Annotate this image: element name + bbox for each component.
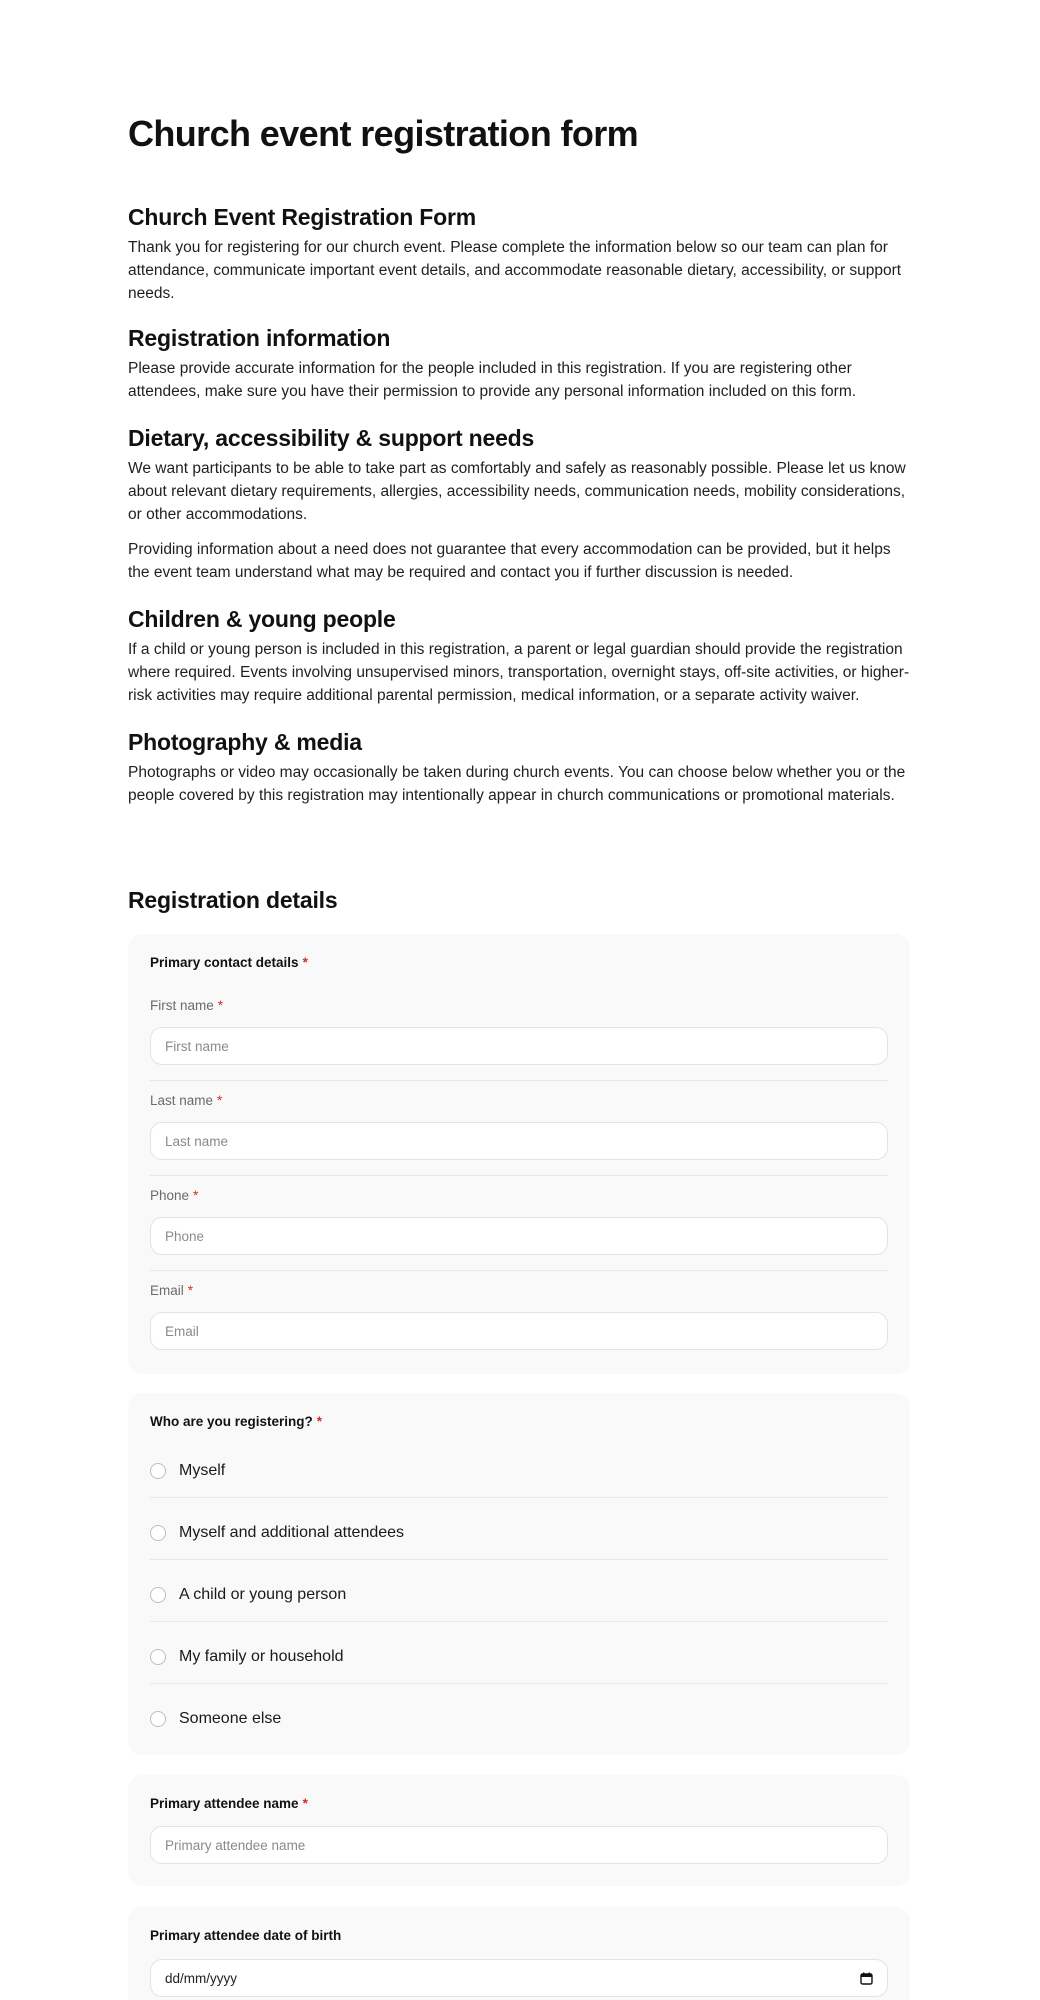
section-heading: Dietary, accessibility & support needs xyxy=(128,425,535,451)
section-paragraph: If a child or young person is included in this registration, a parent or legal guardian should provide the registration where required. Events involving unsupervised minors, transportation, overnight stays, off-site activities, or higher-risk activities may require additional parental permission, medical information, or a separate activity waiver. xyxy=(128,641,910,704)
date-value: dd/mm/yyyy xyxy=(165,1970,238,1986)
phone-label xyxy=(150,1188,198,1203)
email-label xyxy=(150,1283,193,1298)
section-heading: Church Event Registration Form xyxy=(128,204,476,230)
first-name-label-text: First name xyxy=(150,998,214,1013)
attendee-name-label-text: Primary attendee name xyxy=(150,1796,299,1811)
phone-label-text: Phone xyxy=(150,1188,190,1203)
required-marker: * xyxy=(187,1283,194,1298)
section-heading: Children & young people xyxy=(128,606,396,632)
radio-option-label: My family or household xyxy=(179,1648,344,1665)
option-divider xyxy=(150,1497,888,1498)
option-divider xyxy=(150,1683,888,1684)
attendee-dob-input[interactable] xyxy=(150,1959,888,1997)
radio-option-label: Myself and additional attendees xyxy=(179,1524,405,1541)
field-divider xyxy=(150,1270,888,1271)
attendee-dob-card xyxy=(128,1907,910,2000)
section-paragraph: We want participants to be able to take part as comfortably and safely as reasonably possible. Please let us know about relevant dietary requirements, allergies, accessibility needs, communication needs, mobility considerations, or other accommodations. xyxy=(128,460,906,523)
intro-section-overview xyxy=(128,202,910,305)
required-marker: * xyxy=(193,1188,199,1203)
intro-section-dietary xyxy=(128,423,910,584)
field-divider xyxy=(150,1175,888,1176)
option-divider xyxy=(150,1621,888,1622)
first-name-label xyxy=(150,998,223,1013)
who-registering-card xyxy=(128,1393,910,1755)
primary-contact-label xyxy=(150,955,308,970)
required-marker: * xyxy=(316,1414,323,1429)
radio-button[interactable] xyxy=(150,1587,166,1603)
intro-sections xyxy=(128,202,910,827)
radio-option-someone-else[interactable] xyxy=(150,1688,888,1750)
section-heading: Photography & media xyxy=(128,729,362,755)
primary-contact-label-text: Primary contact details xyxy=(150,955,299,970)
calendar-icon[interactable] xyxy=(860,1972,873,1985)
intro-section-children xyxy=(128,604,910,707)
attendee-name-label xyxy=(150,1796,308,1811)
required-marker: * xyxy=(217,998,224,1013)
last-name-input[interactable] xyxy=(150,1122,888,1160)
phone-input[interactable] xyxy=(150,1217,888,1255)
first-name-input[interactable] xyxy=(150,1027,888,1065)
email-label-text: Email xyxy=(150,1283,184,1298)
section-heading: Registration information xyxy=(128,325,391,351)
radio-option-family[interactable] xyxy=(150,1626,888,1688)
radio-button[interactable] xyxy=(150,1525,166,1541)
radio-option-label: Someone else xyxy=(179,1710,282,1727)
radio-option-myself[interactable] xyxy=(150,1440,888,1502)
attendee-name-card xyxy=(128,1775,910,1886)
option-divider xyxy=(150,1559,888,1560)
radio-button[interactable] xyxy=(150,1463,166,1479)
section-paragraph: Providing information about a need does not guarantee that every accommodation can be provided, but it helps the event team understand what may be required and contact you if further discussion is needed. xyxy=(128,541,891,581)
required-marker: * xyxy=(217,1093,223,1108)
radio-option-label: Myself xyxy=(179,1462,226,1479)
primary-contact-card xyxy=(128,934,910,1374)
who-registering-label xyxy=(150,1414,322,1429)
radio-option-label: A child or young person xyxy=(179,1586,347,1603)
field-divider xyxy=(150,1080,888,1081)
radio-option-myself-and-others[interactable] xyxy=(150,1502,888,1564)
last-name-label xyxy=(150,1093,222,1108)
section-paragraph: Please provide accurate information for the people included in this registration. If you are registering other attendees, make sure you have their permission to provide any personal information included on this form. xyxy=(128,360,857,400)
required-marker: * xyxy=(302,1796,308,1811)
registration-details-title: Registration details xyxy=(128,887,338,913)
intro-section-photography xyxy=(128,727,910,807)
section-paragraph: Photographs or video may occasionally be taken during church events. You can choose below whether you or the people covered by this registration may intentionally appear in church communications or promotional materials. xyxy=(128,764,906,804)
intro-section-registration-info xyxy=(128,323,910,403)
email-input[interactable] xyxy=(150,1312,888,1350)
radio-button[interactable] xyxy=(150,1649,166,1665)
attendee-name-input[interactable] xyxy=(150,1826,888,1864)
radio-option-child[interactable] xyxy=(150,1564,888,1626)
radio-button[interactable] xyxy=(150,1711,166,1727)
who-registering-label-text: Who are you registering? xyxy=(150,1414,313,1429)
page-title: Church event registration form xyxy=(128,113,639,154)
last-name-label-text: Last name xyxy=(150,1093,214,1108)
required-marker: * xyxy=(302,955,308,970)
section-paragraph: Thank you for registering for our church event. Please complete the information below so our team can plan for attendance, communicate important event details, and accommodate reasonable dietary, accessibility, or support needs. xyxy=(128,239,902,302)
attendee-dob-label: Primary attendee date of birth xyxy=(150,1928,342,1943)
